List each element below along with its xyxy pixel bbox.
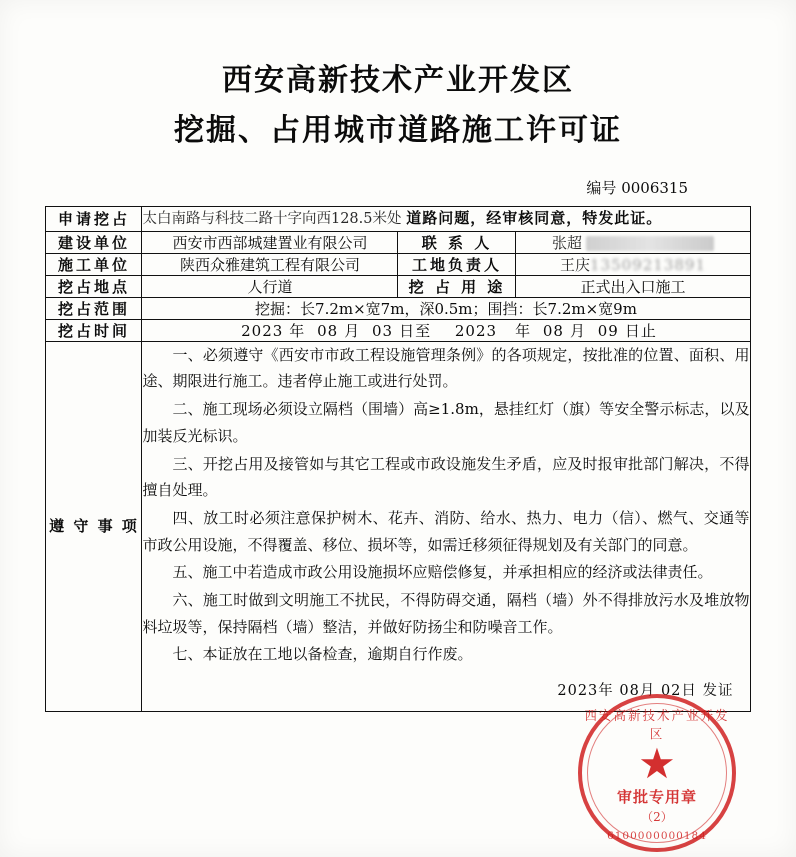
issue-suffix: 发证 (702, 683, 734, 700)
issue-date-row (142, 669, 749, 711)
document-header (0, 0, 796, 155)
rule-item: 五、施工中若造成市政公用设施损坏应赔偿修复，并承担相应的经济或法律责任。 (172, 563, 713, 582)
scope-value: 挖掘：长7.2m×宽7m，深0.5m；围挡：长7.2m×宽9m (142, 297, 750, 319)
time-label: 挖占时间 (46, 319, 142, 341)
start-year-unit: 年 (289, 321, 306, 340)
start-month: 08 (317, 321, 339, 340)
issue-month: 08 (619, 683, 640, 700)
issue-day-unit: 日 (681, 683, 697, 700)
rule-item: 四、放工时必须注意保护树木、花卉、消防、给水、热力、电力（信）、燃气、交通等市政公用设施，不得覆盖、移位、损坏等，如需迁移须征得规划及有关部门的同意。 (142, 508, 750, 554)
star-icon: ★ (638, 738, 676, 788)
contact-label: 联 系 人 (398, 231, 516, 253)
rule-item: 一、必须遵守《西安市市政工程设施管理条例》的各项规定，按批准的位置、面积、用途、期限进行施工。违者停止施工或进行处罚。 (142, 345, 750, 391)
construct-unit-label: 施工单位 (46, 253, 142, 275)
rules-label: 遵 守 事 项 (46, 341, 142, 711)
contact-value-cell (516, 231, 750, 253)
rule-item: 七、本证放在工地以备检查，逾期自行作废。 (172, 645, 473, 664)
start-month-unit: 月 (344, 321, 361, 340)
start-day-unit: 日 (399, 321, 416, 340)
end-month-unit: 月 (569, 321, 586, 340)
purpose-value: 正式出入口施工 (516, 275, 750, 297)
stamp-inner-ring (587, 703, 727, 843)
time-value-cell (142, 319, 750, 341)
stamp-outer-ring (578, 694, 736, 852)
stamp-bottom-code: 6100000000184 (607, 830, 707, 842)
apply-label: 申请挖占 (46, 207, 142, 232)
table-row-scope (46, 297, 750, 319)
end-year: 2023 (454, 321, 498, 340)
rule-item: 二、施工现场必须设立隔档（围墙）高≥1.8m，悬挂红灯（旗）等安全警示标志，以及加装反光标识。 (142, 400, 750, 445)
issue-month-unit: 月 (639, 683, 656, 700)
page-title-line1: 西安高新技术产业开发区 (222, 63, 574, 98)
issue-day: 02 (660, 683, 682, 700)
page-title-line2: 挖掘、占用城市道路施工许可证 (174, 112, 622, 148)
issue-year-unit: 年 (598, 683, 614, 700)
site-label: 挖占地点 (46, 275, 142, 297)
stamp-center-line1: 审批专用章 (616, 787, 697, 806)
end-year-unit: 年 (515, 321, 532, 340)
rule-item: 三、开挖占用及接管如与其它工程或市政设施发生矛盾，应及时报审批部门解决，不得擅自处理。 (142, 454, 750, 500)
contact-phone-redaction (586, 236, 714, 251)
end-day-unit: 日 (624, 321, 641, 340)
issue-date (557, 679, 733, 705)
time-mid: 至 (415, 321, 432, 340)
rule-item: 六、施工时做到文明施工不扰民，不得防碍交通，隔档（墙）外不得排放污水及堆放物料垃圾等，保持隔档（墙）整洁，并做好防扬尘和防噪音工作。 (142, 590, 750, 636)
serial-number-row (0, 177, 796, 198)
site-manager-name: 王庆 (560, 255, 591, 274)
stamp-center-line2: （2） (641, 809, 673, 824)
site-value: 人行道 (142, 275, 398, 297)
table-row-construct-unit (46, 253, 750, 275)
permit-table (45, 206, 750, 712)
site-manager-phone: 13509213891 (590, 255, 706, 274)
time-tail: 止 (640, 321, 657, 340)
table-row-build-unit (46, 231, 750, 253)
stamp-arc-top-text: 西安高新技术产业开发区 (584, 707, 730, 742)
site-manager-value-cell (516, 253, 750, 275)
build-unit-label: 建设单位 (46, 231, 142, 253)
issue-year: 2023 (557, 683, 599, 700)
serial-value: 0006315 (621, 179, 688, 197)
construct-unit-value: 陕西众雅建筑工程有限公司 (142, 253, 398, 275)
table-row-site (46, 275, 750, 297)
start-year: 2023 (241, 321, 284, 340)
table-row-rules (46, 341, 750, 711)
purpose-label: 挖 占 用 途 (398, 275, 516, 297)
end-day: 09 (597, 321, 619, 340)
official-stamp (578, 694, 736, 852)
site-manager-label: 工地负责人 (398, 253, 516, 275)
scope-label: 挖占范围 (46, 297, 142, 319)
apply-content-cell (142, 207, 750, 232)
end-month: 08 (542, 321, 564, 340)
apply-tail-text: 道路问题，经审核同意，特发此证。 (406, 209, 663, 227)
start-day: 03 (371, 321, 394, 340)
build-unit-value: 西安市西部城建置业有限公司 (142, 231, 398, 253)
serial-label: 编号 (586, 179, 617, 197)
contact-name: 张超 (551, 233, 582, 252)
apply-location-value: 太白南路与科技二路十字向西128.5米处 (142, 211, 402, 227)
table-row-apply (46, 207, 750, 232)
table-row-time (46, 319, 750, 341)
rules-body (142, 341, 750, 711)
